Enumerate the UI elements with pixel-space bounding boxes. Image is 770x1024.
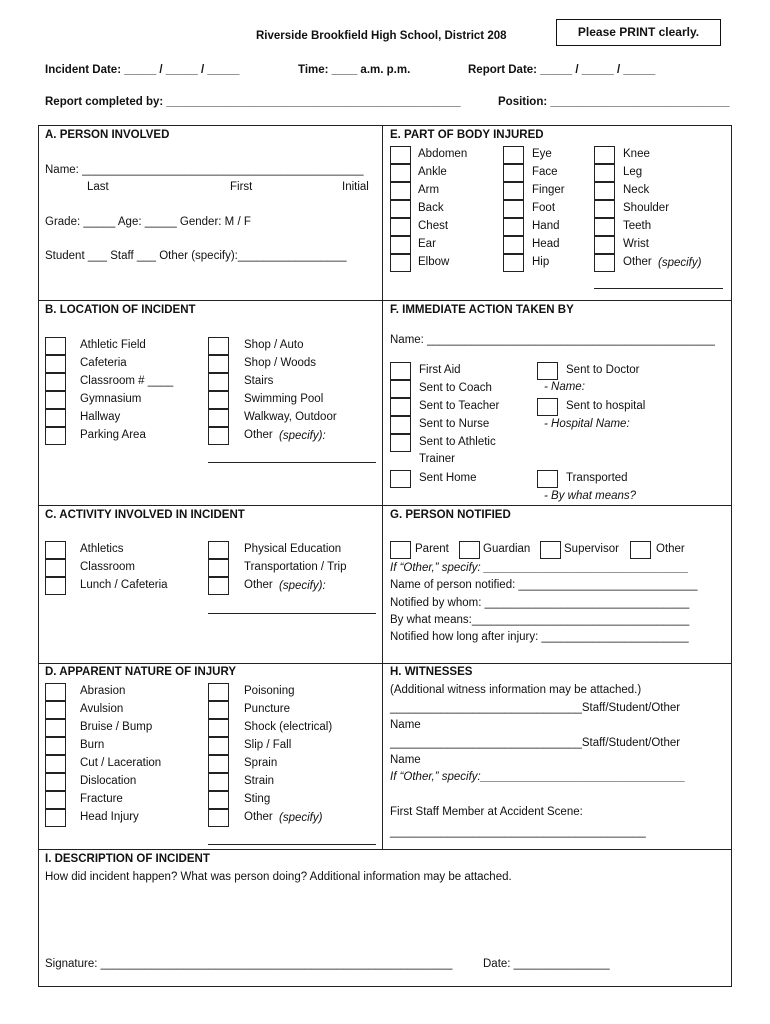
checkbox[interactable] xyxy=(208,701,229,719)
action-name-field[interactable]: Name: _____________________________________________ xyxy=(390,334,715,346)
body-part-label: Finger xyxy=(532,184,565,196)
body-part-label: Knee xyxy=(623,148,650,160)
initial-label: Initial xyxy=(342,181,369,193)
sent-to-teacher-checkbox[interactable] xyxy=(390,398,411,416)
body-part-label: Arm xyxy=(418,184,440,196)
other-injury-line[interactable] xyxy=(208,844,376,845)
checkbox[interactable] xyxy=(390,236,411,254)
location-label: Classroom # ____ xyxy=(80,375,174,387)
action-label: First Aid xyxy=(419,364,461,376)
by-what-means-field[interactable]: By what means:__________________________________ xyxy=(390,614,690,626)
checkbox[interactable] xyxy=(208,559,229,577)
specify-label: (specify) xyxy=(279,812,323,824)
print-notice: Please PRINT clearly. xyxy=(556,19,721,46)
location-label: Other xyxy=(244,429,273,441)
body-part-label: Hip xyxy=(532,256,550,268)
activity-label: Transportation / Trip xyxy=(244,561,347,573)
notified-label: Supervisor xyxy=(564,543,619,555)
checkbox[interactable] xyxy=(594,182,615,200)
checkbox[interactable] xyxy=(208,427,229,445)
checkbox[interactable] xyxy=(390,200,411,218)
action-label: Sent Home xyxy=(419,472,477,484)
signature-date-field[interactable]: Date: _______________ xyxy=(483,958,610,970)
location-label: Shop / Woods xyxy=(244,357,317,369)
checkbox[interactable] xyxy=(594,146,615,164)
checkbox[interactable] xyxy=(503,164,524,182)
checkbox[interactable] xyxy=(390,164,411,182)
sent-to-hospital-checkbox[interactable] xyxy=(537,398,558,416)
transported-checkbox[interactable] xyxy=(537,470,558,488)
first-staff-field[interactable]: ________________________________________ xyxy=(390,826,646,838)
activity-label: Classroom xyxy=(80,561,135,573)
specify-label: (specify): xyxy=(279,430,326,442)
specify-label: (specify): xyxy=(279,580,326,592)
location-label: Athletic Field xyxy=(80,339,146,351)
checkbox[interactable] xyxy=(45,337,66,355)
body-part-label: Neck xyxy=(623,184,650,196)
checkbox[interactable] xyxy=(208,719,229,737)
parent-checkbox[interactable] xyxy=(390,541,411,559)
injury-label: Avulsion xyxy=(80,703,124,715)
checkbox[interactable] xyxy=(45,559,66,577)
row-divider-4 xyxy=(38,849,732,850)
body-part-label: Back xyxy=(418,202,444,214)
section-d-title: D. APPARENT NATURE OF INJURY xyxy=(45,666,237,678)
checkbox[interactable] xyxy=(208,773,229,791)
sent-to-doctor-checkbox[interactable] xyxy=(537,362,558,380)
checkbox[interactable] xyxy=(503,218,524,236)
section-h-title: H. WITNESSES xyxy=(390,666,473,678)
how-long-field[interactable]: Notified how long after injury: _______________________ xyxy=(390,631,689,643)
checkbox[interactable] xyxy=(390,254,411,272)
specify-label: (specify) xyxy=(658,257,702,269)
action-label: Trainer xyxy=(419,453,455,465)
other-location-line[interactable] xyxy=(208,462,376,463)
body-part-label: Eye xyxy=(532,148,552,160)
description-prompt: How did incident happen? What was person doing? Additional information may be attached. xyxy=(45,871,512,883)
body-part-label: Abdomen xyxy=(418,148,468,160)
checkbox[interactable] xyxy=(503,254,524,272)
injury-label: Other xyxy=(244,811,273,823)
injury-label: Strain xyxy=(244,775,275,787)
checkbox[interactable] xyxy=(208,391,229,409)
checkbox[interactable] xyxy=(45,355,66,373)
body-part-label: Face xyxy=(532,166,558,178)
body-part-label: Chest xyxy=(418,220,449,232)
body-part-label: Leg xyxy=(623,166,643,178)
checkbox[interactable] xyxy=(208,541,229,559)
position-field[interactable]: Position: ____________________________ xyxy=(498,96,730,108)
injury-label: Dislocation xyxy=(80,775,137,787)
checkbox[interactable] xyxy=(45,791,66,809)
checkbox[interactable] xyxy=(45,373,66,391)
action-label: Transported xyxy=(566,472,628,484)
checkbox[interactable] xyxy=(45,541,66,559)
witness-other-field[interactable]: If “Other,” specify:________________________________ xyxy=(390,771,686,783)
activity-label: Lunch / Cafeteria xyxy=(80,579,168,591)
checkbox[interactable] xyxy=(390,182,411,200)
first-staff-label: First Staff Member at Accident Scene: xyxy=(390,806,583,818)
body-part-label: Elbow xyxy=(418,256,450,268)
activity-label: Other xyxy=(244,579,273,591)
checkbox[interactable] xyxy=(503,146,524,164)
body-part-label: Ankle xyxy=(418,166,447,178)
checkbox[interactable] xyxy=(208,809,229,827)
section-i-title: I. DESCRIPTION OF INCIDENT xyxy=(45,853,210,865)
checkbox[interactable] xyxy=(45,409,66,427)
location-label: Walkway, Outdoor xyxy=(244,411,337,423)
checkbox[interactable] xyxy=(45,391,66,409)
checkbox[interactable] xyxy=(208,409,229,427)
sent-to-coach-checkbox[interactable] xyxy=(390,380,411,398)
row-divider-3 xyxy=(38,663,732,664)
time-field[interactable]: Time: ____ a.m. p.m. xyxy=(298,64,411,76)
checkbox[interactable] xyxy=(208,737,229,755)
body-part-label: Shoulder xyxy=(623,202,670,214)
injury-label: Puncture xyxy=(244,703,291,715)
location-label: Gymnasium xyxy=(80,393,142,405)
incident-date-field[interactable]: Incident Date: _____ / _____ / _____ xyxy=(45,64,240,76)
activity-label: Athletics xyxy=(80,543,124,555)
doctor-name-note: - Name: xyxy=(544,381,585,393)
injury-label: Sting xyxy=(244,793,271,805)
row-divider-2 xyxy=(38,505,732,506)
sent-to-athletic-trainer-checkbox[interactable] xyxy=(390,434,411,452)
body-part-label: Other xyxy=(623,256,652,268)
checkbox[interactable] xyxy=(208,577,229,595)
checkbox[interactable] xyxy=(208,755,229,773)
body-part-label: Head xyxy=(532,238,560,250)
witness-note: (Additional witness information may be attached.) xyxy=(390,684,642,696)
checkbox[interactable] xyxy=(594,164,615,182)
row-divider-1 xyxy=(38,300,732,301)
injury-label: Cut / Laceration xyxy=(80,757,162,769)
hospital-name-note: - Hospital Name: xyxy=(544,418,630,430)
checkbox[interactable] xyxy=(594,254,615,272)
checkbox[interactable] xyxy=(503,236,524,254)
transport-means-note: - By what means? xyxy=(544,490,637,502)
first-aid-checkbox[interactable] xyxy=(390,362,411,380)
location-label: Swimming Pool xyxy=(244,393,324,405)
action-label: Sent to Teacher xyxy=(419,400,500,412)
action-label: Sent to Doctor xyxy=(566,364,640,376)
supervisor-checkbox[interactable] xyxy=(540,541,561,559)
body-part-label: Wrist xyxy=(623,238,649,250)
section-f-title: F. IMMEDIATE ACTION TAKEN BY xyxy=(390,304,574,316)
guardian-checkbox[interactable] xyxy=(459,541,480,559)
location-label: Cafeteria xyxy=(80,357,127,369)
other-activity-line[interactable] xyxy=(208,613,376,614)
section-g-title: G. PERSON NOTIFIED xyxy=(390,509,511,521)
sent-home-checkbox[interactable] xyxy=(390,470,411,488)
action-label: Sent to hospital xyxy=(566,400,646,412)
body-part-label: Teeth xyxy=(623,220,652,232)
column-divider xyxy=(382,125,383,849)
injury-label: Burn xyxy=(80,739,105,751)
injury-label: Slip / Fall xyxy=(244,739,292,751)
body-part-label: Ear xyxy=(418,238,436,250)
checkbox[interactable] xyxy=(208,355,229,373)
grade-age-gender-field[interactable]: Grade: _____ Age: _____ Gender: M / F xyxy=(45,216,251,228)
checkbox[interactable] xyxy=(594,200,615,218)
injury-label: Head Injury xyxy=(80,811,139,823)
witness-2-name-label: Name xyxy=(390,754,421,766)
location-label: Stairs xyxy=(244,375,274,387)
checkbox[interactable] xyxy=(208,373,229,391)
injury-label: Bruise / Bump xyxy=(80,721,153,733)
witness-1-name-label: Name xyxy=(390,719,421,731)
checkbox[interactable] xyxy=(208,337,229,355)
checkbox[interactable] xyxy=(208,683,229,701)
action-label: Sent to Nurse xyxy=(419,418,490,430)
checkbox[interactable] xyxy=(45,773,66,791)
location-label: Shop / Auto xyxy=(244,339,304,351)
action-label: Sent to Athletic xyxy=(419,436,496,448)
checkbox[interactable] xyxy=(45,427,66,445)
checkbox[interactable] xyxy=(45,577,66,595)
sent-to-nurse-checkbox[interactable] xyxy=(390,416,411,434)
other-notified-checkbox[interactable] xyxy=(630,541,651,559)
checkbox[interactable] xyxy=(45,809,66,827)
checkbox[interactable] xyxy=(45,755,66,773)
checkbox[interactable] xyxy=(390,146,411,164)
injury-label: Shock (electrical) xyxy=(244,721,333,733)
name-notified-field[interactable]: Name of person notified: ____________________________ xyxy=(390,579,698,591)
report-date-field[interactable]: Report Date: _____ / _____ / _____ xyxy=(468,64,656,76)
role-field[interactable]: Student ___ Staff ___ Other (specify):_________________ xyxy=(45,250,347,262)
section-c-title: C. ACTIVITY INVOLVED IN INCIDENT xyxy=(45,509,245,521)
section-b-title: B. LOCATION OF INCIDENT xyxy=(45,304,196,316)
checkbox[interactable] xyxy=(594,218,615,236)
injury-label: Abrasion xyxy=(80,685,126,697)
checkbox[interactable] xyxy=(390,218,411,236)
notified-label: Guardian xyxy=(483,543,531,555)
last-label: Last xyxy=(87,181,109,193)
location-label: Parking Area xyxy=(80,429,146,441)
body-part-label: Foot xyxy=(532,202,556,214)
section-a-title: A. PERSON INVOLVED xyxy=(45,129,170,141)
injury-label: Poisoning xyxy=(244,685,295,697)
body-part-label: Hand xyxy=(532,220,560,232)
checkbox[interactable] xyxy=(45,719,66,737)
checkbox[interactable] xyxy=(45,701,66,719)
section-e-title: E. PART OF BODY INJURED xyxy=(390,129,544,141)
action-label: Sent to Coach xyxy=(419,382,492,394)
witness-1-field[interactable]: ______________________________Staff/Student/Other xyxy=(390,702,681,714)
report-completed-by-field[interactable]: Report completed by: ______________________________________________ xyxy=(45,96,461,108)
injury-label: Fracture xyxy=(80,793,123,805)
signature-field[interactable]: Signature: _______________________________________________________ xyxy=(45,958,453,970)
checkbox[interactable] xyxy=(208,791,229,809)
first-label: First xyxy=(230,181,253,193)
other-body-part-line[interactable] xyxy=(594,288,723,289)
activity-label: Physical Education xyxy=(244,543,342,555)
checkbox[interactable] xyxy=(594,236,615,254)
school-title: Riverside Brookfield High School, District 208 xyxy=(256,30,507,42)
checkbox[interactable] xyxy=(503,182,524,200)
notified-label: Parent xyxy=(415,543,449,555)
notified-other-field[interactable]: If “Other,” specify: ________________________________ xyxy=(390,562,689,574)
checkbox[interactable] xyxy=(45,683,66,701)
witness-2-field[interactable]: ______________________________Staff/Student/Other xyxy=(390,737,681,749)
checkbox[interactable] xyxy=(503,200,524,218)
person-name-field[interactable]: Name: ____________________________________________ xyxy=(45,164,364,176)
notified-by-field[interactable]: Notified by whom: ________________________________ xyxy=(390,597,690,609)
location-label: Hallway xyxy=(80,411,121,423)
checkbox[interactable] xyxy=(45,737,66,755)
notified-label: Other xyxy=(656,543,685,555)
injury-label: Sprain xyxy=(244,757,278,769)
